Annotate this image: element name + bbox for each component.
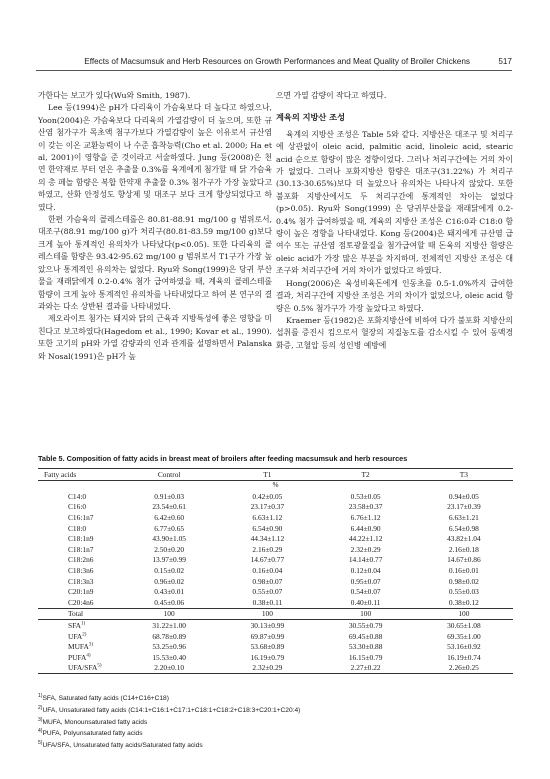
value-cell: 2.26±0.25 (415, 663, 513, 674)
value-cell: 0.38±0.11 (252, 597, 283, 607)
running-header (36, 57, 512, 71)
fatty-acid-cell (38, 641, 120, 652)
right-paragraph: 육계의 지방산 조성은 Table 5와 같다. 지방산은 대조구 및 처리구에 상관없이 oleic acid, palmitic acid, linoleic acid, stearic acid 순으로 함량이 많은 경향이었다. 그러나 처리구간에는 거의 차이가 없었다. 그러나 포화지방산 함량은 대조구(31.22%) 가 처리구(30.13-30.65%)보다 더 높았으나 유의차는 나타나지 않았다. 또한 불포화 지방산에서도 두 처리구간에 통계적인 차이는 없었다(p>0.05). Ryu와 Song(1999) 은 당귀부산물을 재래닭에게 0.2-0.4% 첨가 급여하였을 때, 계육의 지방산 조성은 C16:0과 C18:0 함량이 높은 경향을 나타내었다. Kong 등(2004)은 돼지에게 규산염 급여수 또는 규산염 점토광물질을 첨가급여할 때 돈육의 지방산 함량은 oleic acid가 가장 많은 부분을 차지하며, 전체적인 지방산 조성은 대조구와 처리구간에 거의 차이가 없었다고 하였다. (276, 129, 513, 276)
footnote-text: MUFA, Monounsaturated fatty acids (42, 718, 148, 726)
fatty-acid-name: C18:1n7 (68, 544, 94, 554)
table-row (38, 512, 513, 523)
fatty-acid-cell (38, 597, 120, 608)
value-cell: 0.15±0.02 (154, 565, 185, 575)
fatty-acid-name: C20:1n9 (68, 587, 94, 597)
value-cell: 0.38±0.12 (448, 597, 479, 607)
value-cell: 68.78±0.89 (152, 631, 186, 641)
footnote-number: 1) (38, 693, 43, 699)
value-cell: 2.16±0.29 (252, 544, 283, 554)
table-row (38, 652, 513, 663)
table-row (38, 489, 513, 502)
left-paragraph: Lee 등(1994)은 pH가 다리육이 가슴육보다 더 높다고 하였으나, Yoon(2004)은 가슴육보다 다리육의 가열감량이 더 높으며, 또한 규산염 첨가구가 목초액 첨구가보다 가열감량이 높은 이유로서 규산염이 갖는 이온 교환능력이 나 수준 흡착능력(Cho et al. 2000; Ha et al, 2001)이 영향을 준 것이라고 서술하였다. Jung 등(2008)은 천연 한약재로 부터 얻은 추출물 0.3%를 육계에게 첨가할 때 닭 가슴육의 총 페놀 함량은 복합 한약재 추출물 0.3% 첨가구가 가장 높았다고 하였고, 산화 안정성도 향상제 및 대조구 보다 크게 향상되었다고 하였다. (38, 103, 272, 212)
value-cell: 2.20±0.10 (120, 663, 218, 674)
value-cell: 0.91±0.03 (154, 491, 185, 501)
value-cell: 0.95±0.07 (350, 576, 381, 586)
value-cell: 53.68±0.89 (250, 642, 285, 652)
footnote-marker: 2) (82, 632, 87, 638)
fatty-acid-cell (38, 576, 120, 587)
footnote-text: UFA, Unsaturated fatty acids (C14:1+C16:1+C17:1+C18:1+C18:2+C18:3+C20:1+C20:4) (42, 706, 301, 714)
value-cell: 100 (218, 608, 316, 620)
fatty-acid-name: PUFA (68, 652, 87, 662)
footnote (38, 692, 300, 704)
fatty-acid-name: C18:2n6 (68, 555, 94, 565)
table-footnotes (38, 692, 300, 751)
value-cell: 6.63±1.21 (448, 512, 479, 522)
fatty-acid-name: C18:1n9 (68, 534, 94, 544)
value-cell: 53.16±0.92 (447, 642, 481, 652)
table-row (38, 586, 513, 597)
fatty-acid-cell (38, 586, 120, 597)
header-control: Control (120, 469, 218, 481)
value-cell: 0.96±0.02 (154, 576, 185, 586)
value-cell: 6.44±0.90 (350, 523, 381, 533)
right-intro: 으면 가열 감량이 작다고 하였다. (276, 91, 387, 100)
footnote-number: 2) (38, 704, 43, 711)
header-t2: T2 (317, 469, 415, 481)
value-cell: 0.16±0.01 (448, 565, 479, 575)
table-row (38, 523, 513, 534)
running-title: Effects of Macsumsuk and Herb Resources on Growth Performances and Meat Quality of Broiler Chickens (84, 57, 470, 66)
left-paragraph: 가한다는 보고가 있다(Wu와 Smith, 1987). (38, 91, 191, 100)
table-row (38, 597, 513, 608)
footnote (38, 704, 300, 716)
value-cell: 14.67±0.86 (447, 555, 481, 565)
page-number: 517 (498, 57, 512, 66)
fatty-acid-cell (38, 555, 120, 566)
value-cell: 69.87±0.99 (250, 631, 285, 641)
footnote-text: UFA/SFA, Unsaturated fatty acids/Saturated fatty acids (42, 742, 203, 750)
fatty-acid-name: MUFA (68, 642, 89, 652)
fatty-acid-name: C20:4n6 (68, 597, 94, 607)
footnote-marker: 4) (86, 653, 91, 659)
header-t1: T1 (218, 469, 316, 481)
value-cell: 6.63±1.12 (252, 512, 283, 522)
fatty-acid-name: UFA (68, 631, 83, 641)
value-cell: 15.53±0.40 (152, 652, 186, 662)
value-cell: 6.76±1.12 (350, 512, 381, 522)
table-row (38, 608, 513, 620)
value-cell: 53.30±0.88 (348, 642, 383, 652)
value-cell: 0.55±0.03 (448, 587, 479, 597)
fatty-acid-cell (38, 502, 120, 513)
fatty-acid-name: SFA (68, 620, 82, 630)
footnote (38, 727, 300, 739)
section-heading: 계육의 지방산 조성 (276, 112, 345, 123)
value-cell: 53.25±0.96 (152, 642, 186, 652)
value-cell: 16.19±0.74 (447, 652, 481, 662)
value-cell: 0.45±0.06 (154, 597, 185, 607)
value-cell: 0.16±0.04 (252, 565, 283, 575)
value-cell: 0.94±0.05 (448, 491, 479, 501)
table-row (38, 533, 513, 544)
value-cell: 6.77±0.65 (154, 523, 185, 533)
value-cell: 43.90±1.05 (152, 534, 186, 544)
fatty-acid-name: UFA/SFA (68, 663, 98, 673)
header-rule (36, 70, 512, 71)
fatty-acid-cell (38, 544, 120, 555)
value-cell: 30.13±0.99 (250, 620, 285, 630)
header-t3: T3 (415, 469, 513, 481)
value-cell: 14.14±0.77 (348, 555, 383, 565)
value-cell: 13.97±0.99 (152, 555, 186, 565)
fatty-acid-name: C18:3n6 (68, 565, 94, 575)
table-header-row (38, 469, 513, 481)
value-cell: 69.35±1.00 (447, 631, 481, 641)
unit-row (38, 481, 513, 490)
fatty-acid-cell (38, 512, 120, 523)
value-cell: 0.54±0.07 (350, 587, 381, 597)
footnote (38, 716, 300, 728)
fatty-acid-name: C16:0 (68, 502, 87, 512)
table-row (38, 663, 513, 674)
value-cell: 0.43±0.01 (154, 587, 185, 597)
value-cell: 43.82±1.04 (447, 534, 481, 544)
table-row (38, 565, 513, 576)
value-cell: 23.17±0.37 (250, 502, 285, 512)
value-cell: 23.54±0.61 (152, 502, 186, 512)
footnote (38, 739, 300, 751)
footnote-number: 5) (38, 740, 43, 747)
left-column (38, 90, 272, 363)
footnote-text: SFA, Saturated fatty acids (C14+C16+C18) (42, 695, 169, 703)
value-cell: 6.54±0.90 (252, 523, 283, 533)
value-cell: 100 (317, 608, 415, 620)
footnote-number: 4) (38, 728, 43, 735)
value-cell: 0.12±0.04 (350, 565, 381, 575)
header-fatty-acids: Fatty acids (38, 469, 120, 481)
fatty-acid-cell (38, 620, 120, 631)
value-cell: 69.45±0.88 (348, 631, 383, 641)
fatty-acid-name: C18:0 (68, 523, 87, 533)
fatty-acid-cell (38, 533, 120, 544)
table-row (38, 502, 513, 513)
table-row (38, 555, 513, 566)
value-cell: 0.42±0.05 (252, 491, 283, 501)
value-cell: 0.40±0.11 (350, 597, 381, 607)
footnote-marker: 1) (81, 621, 86, 627)
value-cell: 23.58±0.37 (348, 502, 383, 512)
footnote-number: 3) (38, 716, 43, 723)
footnote-marker: 3) (88, 642, 93, 648)
fatty-acid-cell (38, 523, 120, 534)
value-cell: 31.22±1.00 (152, 620, 186, 630)
right-paragraph: Hong(2006)은 육성비육돈에게 인동초를 0.5-1.0%까지 급여한 결과, 처리구간에 지방산 조성은 거의 차이가 없었으나, oleic acid 함량은 0.5% 첨가구가 가장 높았다고 하였다. (276, 278, 513, 313)
right-column (276, 90, 513, 352)
right-paragraph: Kraemer 등(1982)은 포화지방산에 비하여 다가 불포화 지방산의 섭취를 증진시 킴으로서 혈장의 지질농도를 감소시킬 수 있어 동맥경화증, 고혈압 등의 성인병 예방에 (276, 315, 513, 350)
footnote-text: PUFA, Polyunsaturated fatty acids (42, 730, 143, 738)
table-row (38, 544, 513, 555)
left-paragraph: 제오라이트 첨가는 돼지와 닭의 근육과 지방특성에 좋은 영향을 미친다고 보고하였다(Hagedom et al., 1990; Kovar et al., 1990). 또한 고기의 pH와 가열 감량과의 인과 관계를 설명하면서 Palanska와 Nosal(1991)은 pH가 높 (38, 314, 272, 361)
value-cell: 6.54±0.98 (448, 523, 479, 533)
value-cell: 2.27±0.22 (317, 663, 415, 674)
value-cell: 44.22±1.12 (348, 534, 383, 544)
fatty-acid-cell (38, 608, 120, 620)
value-cell: 23.17±0.39 (447, 502, 481, 512)
fatty-acid-cell (38, 652, 120, 663)
value-cell: 0.98±0.02 (448, 576, 479, 586)
footnote-marker: 5) (97, 663, 102, 669)
table-row (38, 631, 513, 642)
table-row (38, 620, 513, 631)
table-caption: Table 5. Composition of fatty acids in breast meat of broilers after feeding macsumsuk and herb resources (38, 454, 408, 463)
value-cell: 100 (120, 608, 218, 620)
fatty-acid-cell (38, 663, 120, 674)
value-cell: 2.32±0.29 (350, 544, 381, 554)
value-cell: 30.65±1.08 (447, 620, 481, 630)
value-cell: 2.16±0.18 (448, 544, 479, 554)
fatty-acid-cell (38, 565, 120, 576)
table-row (38, 641, 513, 652)
table-row (38, 576, 513, 587)
fatty-acid-table (38, 468, 513, 674)
value-cell: 0.98±0.07 (252, 576, 283, 586)
value-cell: 44.34±1.12 (250, 534, 285, 544)
fatty-acid-name: C16:1n7 (68, 512, 94, 522)
fatty-acid-cell (38, 489, 120, 502)
value-cell: 14.67±0.77 (250, 555, 285, 565)
value-cell: 0.53±0.05 (350, 491, 381, 501)
value-cell: 6.42±0.60 (154, 512, 185, 522)
value-cell: 16.19±0.79 (250, 652, 285, 662)
unit-label: % (272, 481, 279, 489)
value-cell: 100 (415, 608, 513, 620)
fatty-acid-name: Total (68, 609, 84, 619)
fatty-acid-name: C18:3n3 (68, 576, 94, 586)
fatty-acid-cell (38, 631, 120, 642)
fatty-acid-name: C14:0 (68, 491, 87, 501)
value-cell: 2.32±0.29 (218, 663, 316, 674)
value-cell: 30.55±0.79 (348, 620, 383, 630)
value-cell: 2.50±0.20 (154, 544, 185, 554)
left-paragraph: 한편 가슴육의 콜레스테롤은 80.81-88.91 mg/100 g 범위로서, 대조구(88.91 mg/100 g)가 처리구(80.81-83.59 mg/100 g)보다 크게 높아 통계적인 유의차가 나타났다(p<0.05). 또한 다리육의 콜레스테롤 함량은 93.42-95.62 mg/100 g 범위로서 T1구가 가장 높았으나 통계적인 유의차는 없었다. Ryu와 Song(1999)은 당귀 부산물을 재래닭에게 0.2-0.4% 첨가 급여하였을 때, 계육의 콜레스테롤 함량이 크게 높아 통계적인 유의차를 나타내었다고 하여 본 연구의 결과와는 다소 상반된 결과를 나타내었다. (38, 215, 272, 311)
value-cell: 0.55±0.07 (252, 587, 283, 597)
value-cell: 16.15±0.79 (348, 652, 383, 662)
